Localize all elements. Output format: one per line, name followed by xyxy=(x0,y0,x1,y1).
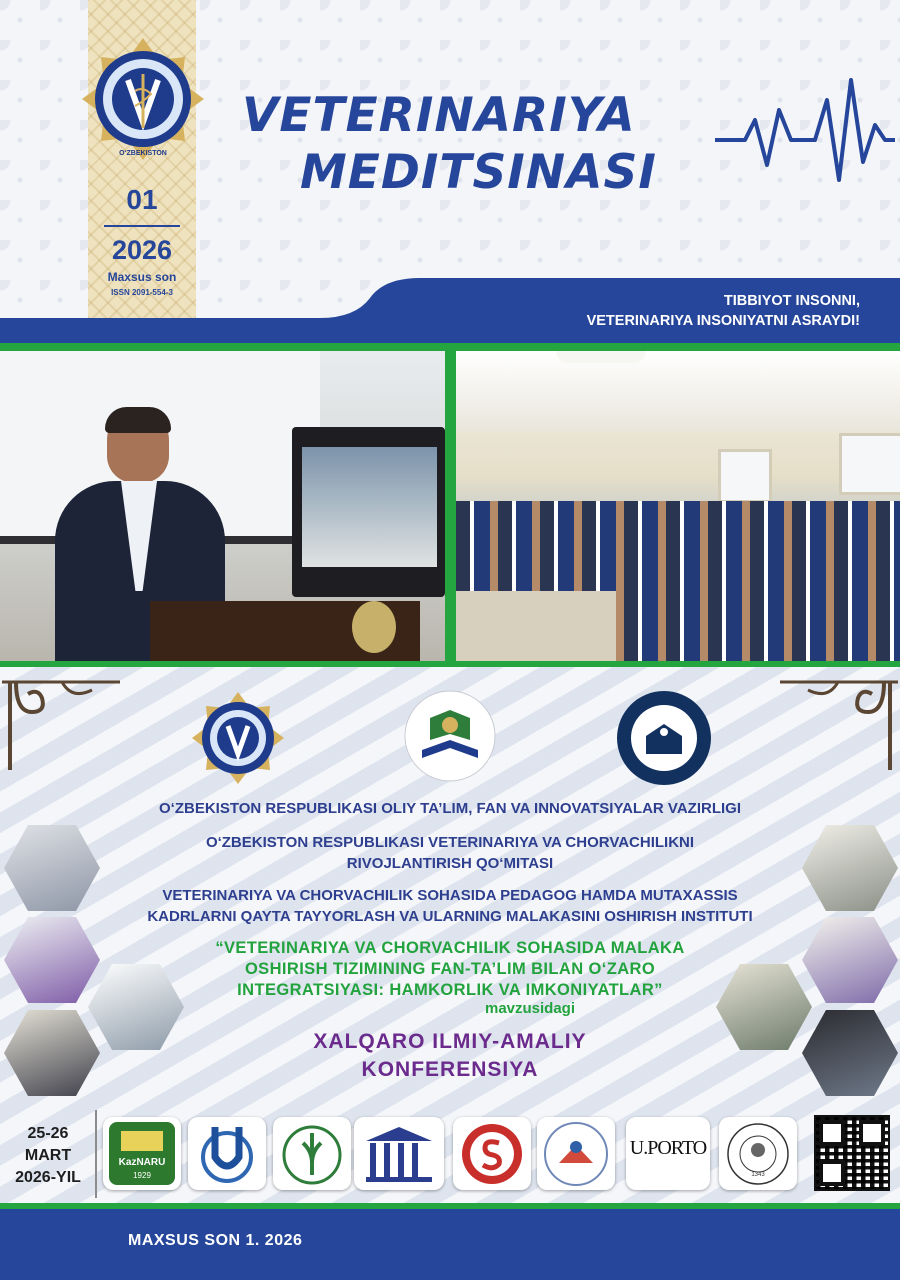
tagline-band xyxy=(0,278,900,344)
topic-suffix: mavzusidagi xyxy=(484,1000,576,1017)
partner-logo-turkic xyxy=(537,1117,615,1190)
conference-date-line2: MART xyxy=(24,1147,72,1164)
tagline-line1: TIBBIYOT INSONNI, xyxy=(723,293,860,309)
partner-logo-uporto xyxy=(626,1117,710,1190)
qr-code[interactable] xyxy=(814,1115,890,1191)
conference-date-line3: 2026-YIL xyxy=(15,1169,81,1186)
institute-logo xyxy=(616,690,712,786)
heartbeat-line xyxy=(715,70,895,190)
ornament-left xyxy=(2,672,122,772)
emblem-caption: O‘ZBEKISTON xyxy=(119,150,167,157)
conference-date-line1: 25-26 xyxy=(27,1125,69,1142)
partner-logo-columns xyxy=(354,1117,444,1190)
podium-emblem xyxy=(352,601,396,653)
green-divider-top xyxy=(0,343,900,351)
topic-line1: “VETERINARIYA VA CHORVACHILIK SOHASIDA MALAKA xyxy=(215,939,685,957)
topic-line2: OSHIRISH TIZIMINING FAN-TA’LIM BILAN O‘ZARO xyxy=(244,960,656,978)
vet-emblem-logo xyxy=(188,690,288,786)
kaznaru-year: 1929 xyxy=(133,1171,151,1180)
footer-label: MAXSUS SON 1. 2026 xyxy=(128,1232,303,1249)
journal-title-line1: VETERINARIYA xyxy=(242,88,636,143)
partner-logo-seal xyxy=(719,1117,797,1190)
issue-number: 01 xyxy=(126,184,158,215)
organizer-ministry: O‘ZBEKISTON RESPUBLIKASI OLIY TA’LIM, FAN VA INNOVATSIYALAR VAZIRLIGI xyxy=(159,800,741,817)
kaznaru-label: KazNARU xyxy=(118,1157,166,1168)
tagline-line2: VETERINARIYA INSONIYATNI ASRAYDI! xyxy=(586,313,860,329)
ornament-right xyxy=(778,672,898,772)
partner-logo-kaznaru xyxy=(103,1117,181,1190)
event-line1: XALQARO ILMIY-AMALIY xyxy=(313,1030,587,1053)
photo-divider xyxy=(445,351,456,661)
special-issue-label: Maxsus son xyxy=(107,270,177,284)
organizer-committee-line2: RIVOJLANTIRISH QO‘MITASI xyxy=(346,855,554,872)
topic-line3: INTEGRATSIYASI: HAMKORLIK VA IMKONIYATLAR” xyxy=(237,981,663,999)
partner-logo-red-s xyxy=(453,1117,531,1190)
seal-year: 1343 xyxy=(751,1172,765,1178)
event-line2: KONFERENSIYA xyxy=(361,1058,539,1081)
ministry-logo xyxy=(404,690,496,782)
organizer-committee-line1: O‘ZBEKISTON RESPUBLIKASI VETERINARIYA VA CHORVACHILIKNI xyxy=(205,834,695,851)
video-screen xyxy=(292,427,445,597)
audience-photo xyxy=(456,351,900,661)
organizer-institute-line2: KADRLARNI QAYTA TAYYORLASH VA ULARNING MALAKASINI OSHIRISH INSTITUTI xyxy=(147,908,753,925)
issue-divider xyxy=(104,225,180,227)
speaker-photo xyxy=(0,351,445,661)
magazine-emblem xyxy=(80,36,206,162)
uporto-label: U.PORTO xyxy=(629,1137,707,1159)
organizer-institute-line1: VETERINARIYA VA CHORVACHILIK SOHASIDA PEDAGOG HAMDA MUTAXASSIS xyxy=(162,887,738,904)
date-divider xyxy=(95,1110,97,1198)
partner-logo-agri xyxy=(273,1117,351,1190)
partner-logo-globe-u xyxy=(188,1117,266,1190)
issue-year: 2026 xyxy=(111,235,173,265)
issn-label: ISSN 2091-554-3 xyxy=(111,288,173,297)
journal-title-line2: MEDITSINASI xyxy=(300,145,657,200)
